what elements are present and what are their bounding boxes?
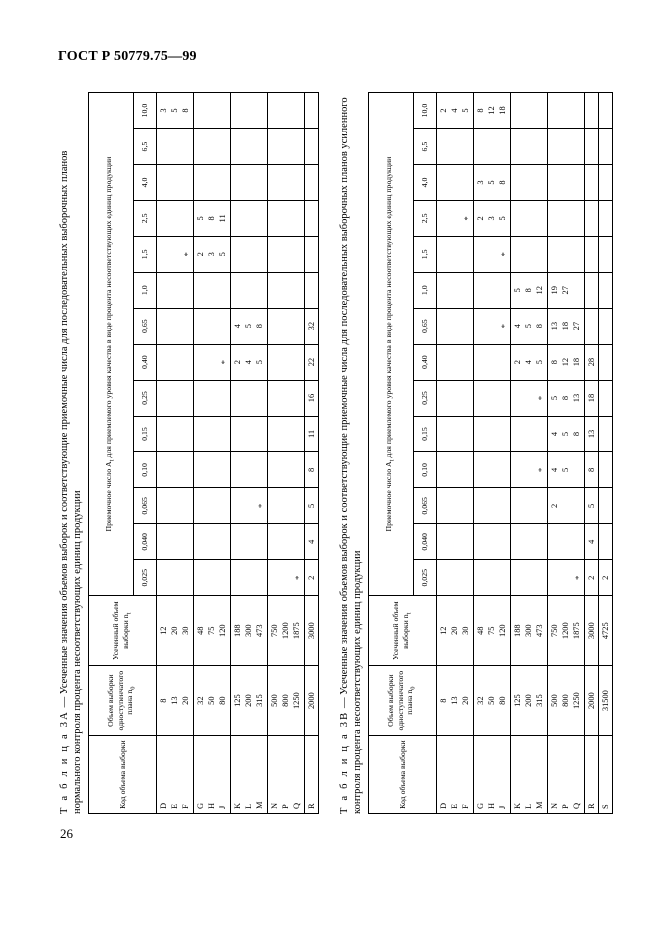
acceptance-cell: * [511,452,548,488]
acceptance-cell [437,452,474,488]
n0-cell: 8 13 20 [437,666,474,736]
acceptance-cell: 3 5 8 [157,93,194,129]
acceptance-cell: * [268,560,305,596]
acceptance-cell [585,165,599,201]
table-3b [368,92,613,814]
table-row [474,93,511,814]
aql-header: 6,5 [414,129,437,165]
code-cell: G H J [194,736,231,814]
acceptance-cell: 13 [585,416,599,452]
acceptance-cell [511,416,548,452]
table-3a-label: Т а б л и ц а 3А [59,710,70,814]
acceptance-cell [231,93,268,129]
acceptance-cell [157,129,194,165]
aql-header: 0,15 [134,416,157,452]
n0-cell: 32 50 80 [194,666,231,736]
aql-header: 0,40 [414,344,437,380]
acceptance-cell [599,344,613,380]
n0-cell: 2000 [585,666,599,736]
acceptance-cell [437,236,474,272]
code-cell: G H J [474,736,511,814]
acceptance-cell [157,380,194,416]
acceptance-cell [268,452,305,488]
acceptance-cell [305,165,319,201]
acceptance-cell: 4 5 8 [548,416,585,452]
code-cell: N P Q [268,736,305,814]
acceptance-cell [194,524,231,560]
header-row [89,93,134,814]
aql-header: 0,025 [414,560,437,596]
acceptance-cell [231,560,268,596]
acceptance-cell [599,308,613,344]
code-cell: D E F [437,736,474,814]
acceptance-cell [305,272,319,308]
acceptance-cell: 11 [305,416,319,452]
acceptance-cell [599,236,613,272]
acceptance-cell [268,272,305,308]
n0-cell: 2000 [305,666,319,736]
acceptance-cell [585,272,599,308]
acceptance-cell [474,560,511,596]
col-header-nt: Усеченный объем выборки $n_t$ [369,596,437,666]
table-3a-caption: Т а б л и ц а 3А — Усеченные значения объемов выборок и соответствующие приемочные числа для последовательных выборочных планов нормального контроля процента несоответствующих единиц продукции [59,150,83,814]
acceptance-cell [268,129,305,165]
col-header-code: Код объема выборки [89,736,157,814]
acceptance-cell [474,344,511,380]
document-header: ГОСТ Р 50779.75—99 [58,49,197,64]
table-row [437,93,474,814]
table-row [268,93,305,814]
n0-cell: 8 13 20 [157,666,194,736]
acceptance-cell [157,272,194,308]
aql-header: 2,5 [134,200,157,236]
acceptance-cell [474,524,511,560]
acceptance-cell [511,200,548,236]
acceptance-cell [474,272,511,308]
aql-header: 0,040 [134,524,157,560]
acceptance-cell [268,200,305,236]
acceptance-cell: 2 4 5 [231,344,268,380]
acceptance-cell [474,380,511,416]
acceptance-cell: 4 5 8 [511,308,548,344]
acceptance-cell: * [231,488,268,524]
aql-header: 0,65 [414,308,437,344]
acceptance-cell [437,129,474,165]
code-cell: K L M [231,736,268,814]
aql-header: 0,10 [414,452,437,488]
acceptance-cell: 19 27 [548,272,585,308]
aql-header: 0,25 [134,380,157,416]
nt-cell: 48 75 120 [194,596,231,666]
acceptance-cell [305,93,319,129]
acceptance-cell [511,524,548,560]
table-row [231,93,268,814]
aql-header: 0,40 [134,344,157,380]
acceptance-cell [157,165,194,201]
acceptance-cell [194,272,231,308]
acceptance-cell [231,165,268,201]
acceptance-cell [599,488,613,524]
acceptance-cell: 3 5 8 [474,165,511,201]
acceptance-cell [157,200,194,236]
acceptance-cell [548,236,585,272]
acceptance-cell [548,129,585,165]
acceptance-cell [437,344,474,380]
aql-header: 0,25 [414,380,437,416]
n0-cell: 500 800 1250 [548,666,585,736]
acceptance-cell: 13 18 27 [548,308,585,344]
acceptance-cell: 32 [305,308,319,344]
acceptance-cell: 16 [305,380,319,416]
acceptance-cell [437,524,474,560]
acceptance-cell [599,380,613,416]
nt-cell: 3000 [585,596,599,666]
nt-cell: 188 300 473 [231,596,268,666]
code-cell: R [305,736,319,814]
nt-cell: 4725 [599,596,613,666]
acceptance-cell: 5 8 11 [194,200,231,236]
acceptance-cell: * [474,236,511,272]
acceptance-cell [548,93,585,129]
acceptance-cell: * [511,380,548,416]
col-header-n0: Объем выборки одноступенчатого плана $n_0$ [369,666,437,736]
acceptance-cell [474,488,511,524]
n0-cell: 500 800 1250 [268,666,305,736]
col-header-code: Код объема выборки [369,736,437,814]
acceptance-cell: 28 [585,344,599,380]
acceptance-cell [585,200,599,236]
acceptance-cell [231,416,268,452]
aql-header: 4,0 [134,165,157,201]
acceptance-cell: 2 [548,488,585,524]
acceptance-cell [437,272,474,308]
col-header-acceptance-group: Приемочное число $A_t$ для приемлемого уровня качества в виде процента несоответствующих единиц продукции [369,93,414,596]
page-number: 26 [60,826,73,841]
aql-header: 0,065 [414,488,437,524]
col-header-acceptance-group: Приемочное число $A_t$ для приемлемого уровня качества в виде процента несоответствующих единиц продукции [89,93,134,596]
aql-header: 4,0 [414,165,437,201]
acceptance-cell [231,200,268,236]
acceptance-cell [511,236,548,272]
acceptance-cell [231,524,268,560]
aql-header: 0,15 [414,416,437,452]
acceptance-cell [511,560,548,596]
acceptance-cell: 5 8 13 [548,380,585,416]
aql-header: 6,5 [134,129,157,165]
table-row [157,93,194,814]
aql-header: 0,10 [134,452,157,488]
acceptance-cell: 5 [585,488,599,524]
acceptance-cell [194,380,231,416]
aql-header: 10,0 [414,93,437,129]
acceptance-cell: * [194,344,231,380]
aql-header: 1,0 [414,272,437,308]
acceptance-cell [157,308,194,344]
acceptance-cell [268,344,305,380]
col-header-n0: Объем выборки одноступенчатого плана $n_0$ [89,666,157,736]
acceptance-cell [437,488,474,524]
acceptance-cell [437,380,474,416]
acceptance-cell [194,93,231,129]
acceptance-cell: 2 4 5 [437,93,474,129]
acceptance-cell: 4 5 8 [231,308,268,344]
table-3a [88,92,319,814]
acceptance-cell [268,93,305,129]
n0-cell: 125 200 315 [511,666,548,736]
acceptance-cell [231,452,268,488]
acceptance-cell [437,416,474,452]
acceptance-cell [194,452,231,488]
acceptance-cell: 4 5 [548,452,585,488]
code-cell: R [585,736,599,814]
code-cell: S [599,736,613,814]
aql-header: 2,5 [414,200,437,236]
acceptance-cell [194,416,231,452]
acceptance-cell [194,165,231,201]
table-3b-label: Т а б л и ц а 3В [339,710,350,814]
acceptance-cell [599,524,613,560]
acceptance-cell: 8 [585,452,599,488]
acceptance-cell [157,524,194,560]
code-cell: D E F [157,736,194,814]
acceptance-cell: 18 [585,380,599,416]
aql-header: 1,5 [134,236,157,272]
acceptance-cell [268,236,305,272]
n0-cell: 125 200 315 [231,666,268,736]
acceptance-cell [511,129,548,165]
acceptance-cell: 8 12 18 [548,344,585,380]
acceptance-cell [585,236,599,272]
acceptance-cell [437,560,474,596]
acceptance-cell [474,129,511,165]
code-cell: N P Q [548,736,585,814]
acceptance-cell [599,165,613,201]
acceptance-cell: 8 12 18 [474,93,511,129]
acceptance-cell [599,452,613,488]
aql-header: 1,0 [134,272,157,308]
n0-cell: 31500 [599,666,613,736]
acceptance-cell: 2 [599,560,613,596]
acceptance-cell: * [474,308,511,344]
acceptance-cell [268,380,305,416]
acceptance-cell: 2 [305,560,319,596]
acceptance-cell [474,452,511,488]
acceptance-cell [268,488,305,524]
header-row [369,93,414,814]
code-cell: K L M [511,736,548,814]
acceptance-cell: 2 [585,560,599,596]
acceptance-cell: * [437,200,474,236]
acceptance-cell [268,165,305,201]
aql-header: 10,0 [134,93,157,129]
nt-cell: 750 1200 1875 [268,596,305,666]
acceptance-cell [231,236,268,272]
acceptance-cell [157,416,194,452]
acceptance-cell: 5 [305,488,319,524]
acceptance-cell: 5 8 12 [511,272,548,308]
acceptance-cell [585,308,599,344]
acceptance-cell [305,200,319,236]
acceptance-cell [599,93,613,129]
acceptance-cell: * [157,236,194,272]
acceptance-cell [474,416,511,452]
acceptance-cell [231,380,268,416]
acceptance-cell [194,308,231,344]
acceptance-cell [157,452,194,488]
acceptance-cell [157,488,194,524]
acceptance-cell: 4 [305,524,319,560]
acceptance-cell [157,344,194,380]
acceptance-cell [194,488,231,524]
n0-cell: 32 50 80 [474,666,511,736]
col-header-nt: Усеченный объем выборки $n_t$ [89,596,157,666]
acceptance-cell [305,129,319,165]
acceptance-cell [599,200,613,236]
acceptance-cell [548,165,585,201]
acceptance-cell [511,488,548,524]
acceptance-cell [599,129,613,165]
acceptance-cell [599,416,613,452]
nt-cell: 750 1200 1875 [548,596,585,666]
table-row [548,93,585,814]
aql-header: 0,040 [414,524,437,560]
nt-cell: 48 75 120 [474,596,511,666]
acceptance-cell: 4 [585,524,599,560]
table-row [585,93,599,814]
table-3b-block [338,76,613,814]
acceptance-cell: 2 4 5 [511,344,548,380]
nt-cell: 188 300 473 [511,596,548,666]
aql-header: 0,065 [134,488,157,524]
acceptance-cell [268,416,305,452]
acceptance-cell [548,200,585,236]
acceptance-cell [437,165,474,201]
acceptance-cell [268,308,305,344]
nt-cell: 12 20 30 [437,596,474,666]
acceptance-cell [268,524,305,560]
acceptance-cell [548,524,585,560]
acceptance-cell [585,93,599,129]
table-row [194,93,231,814]
acceptance-cell: 8 [305,452,319,488]
table-row [511,93,548,814]
acceptance-cell: 22 [305,344,319,380]
table-3b-caption: Т а б л и ц а 3В — Усеченные значения объемов выборок и соответствующие приемочные числа для последовательных выборочных планов усиленного контроля процента несоответствующих единиц продукции [339,97,363,814]
nt-cell: 12 20 30 [157,596,194,666]
acceptance-cell [194,129,231,165]
aql-header: 1,5 [414,236,437,272]
acceptance-cell [157,560,194,596]
acceptance-cell: 2 3 5 [474,200,511,236]
aql-header: 0,65 [134,308,157,344]
table-row [305,93,319,814]
acceptance-cell [231,272,268,308]
aql-header: 0,025 [134,560,157,596]
acceptance-cell [511,93,548,129]
nt-cell: 3000 [305,596,319,666]
acceptance-cell [305,236,319,272]
acceptance-cell [437,308,474,344]
acceptance-cell: * [548,560,585,596]
acceptance-cell: 2 3 5 [194,236,231,272]
acceptance-cell [231,129,268,165]
acceptance-cell [511,165,548,201]
table-row [599,93,613,814]
acceptance-cell [599,272,613,308]
acceptance-cell [194,560,231,596]
acceptance-cell [585,129,599,165]
table-3a-block [58,76,319,814]
